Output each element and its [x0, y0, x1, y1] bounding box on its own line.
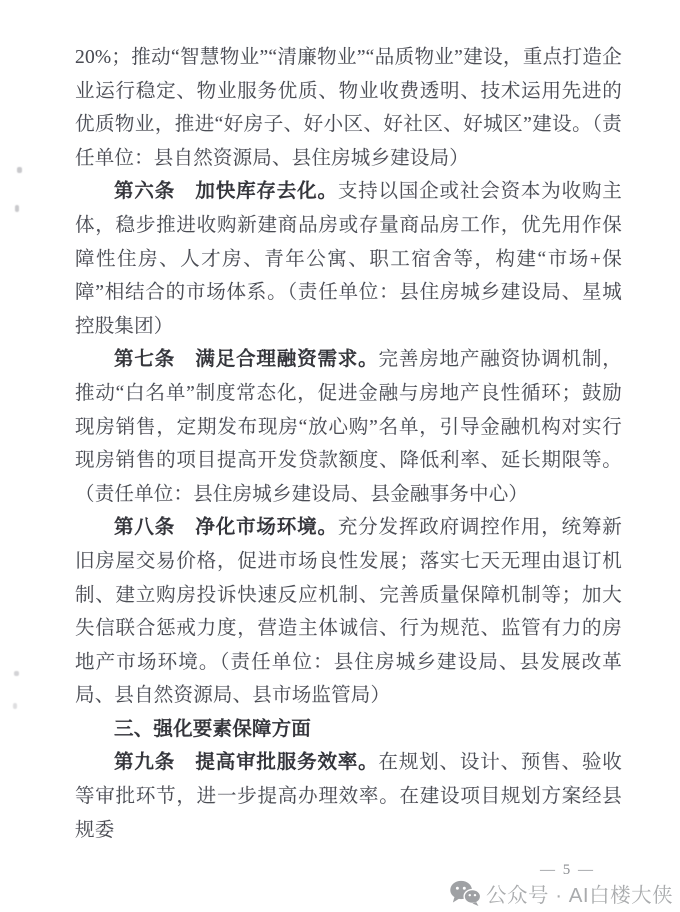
para-property-management: [75, 41, 622, 175]
article-title: 第九条 提高审批服务效率。: [114, 752, 379, 774]
scan-artifact: [17, 167, 22, 173]
scan-artifact: [14, 671, 19, 676]
para-article-9: [75, 746, 622, 847]
paragraph-text: 在规划、设计、预售、验收等审批环节，进一步提高办理效率。在建设项目规划方案经县规委: [75, 752, 622, 841]
article-title: 第六条 加快库存去化。: [114, 181, 338, 203]
scan-artifact: [15, 205, 19, 212]
watermark: [449, 879, 673, 907]
watermark-text: 公众号 · AI白楼大侠: [486, 884, 674, 907]
paragraph-text: 完善房地产融资协调机制，推动“白名单”制度常态化，促进金融与房地产良性循环；鼓励现房销售，定期发布现房“放心购”名单，引导金融机构对实行现房销售的项目提高开发贷款额度、降低利率、延长期限等。（责任单位：县住房城乡建设局、县金融事务中心）: [75, 349, 622, 505]
para-article-6: [75, 175, 622, 343]
document-body: [75, 41, 622, 847]
wechat-icon: [449, 880, 481, 906]
paragraph-text: 充分发挥政府调控作用，统筹新旧房屋交易价格，促进市场良性发展；落实七天无理由退订机制、建立购房投诉快速反应机制、完善质量保障机制等；加大失信联合惩戒力度，营造主体诚信、行为规范、监管有力的房地产市场环境。（责任单位：县住房城乡建设局、县发展改革局、县自然资源局、县市场监管局）: [75, 517, 623, 707]
article-title: 第七条 满足合理融资需求。: [114, 349, 379, 371]
paragraph-text: 20%；推动“智慧物业”“清廉物业”“品质物业”建设，重点打造企业运行稳定、物业服务优质、物业收费透明、技术运用先进的优质物业，推进“好房子、好小区、好社区、好城区”建设。（责任单位：县自然资源局、县住房城乡建设局）: [75, 47, 622, 169]
article-title: 三、强化要素保障方面: [114, 718, 312, 740]
heading-section-3: [75, 713, 622, 747]
paragraph-text: 支持以国企或社会资本为收购主体，稳步推进收购新建商品房或存量商品房工作，优先用作保障性住房、人才房、青年公寓、职工宿舍等，构建“市场+保障”相结合的市场体系。（责任单位：县住房城乡建设局、星城控股集团）: [75, 181, 623, 337]
scan-artifact: [13, 703, 17, 709]
para-article-8: [75, 511, 622, 713]
article-title: 第八条 净化市场环境。: [114, 517, 338, 539]
page-number: — 5 —: [540, 862, 595, 878]
para-article-7: [75, 343, 622, 511]
